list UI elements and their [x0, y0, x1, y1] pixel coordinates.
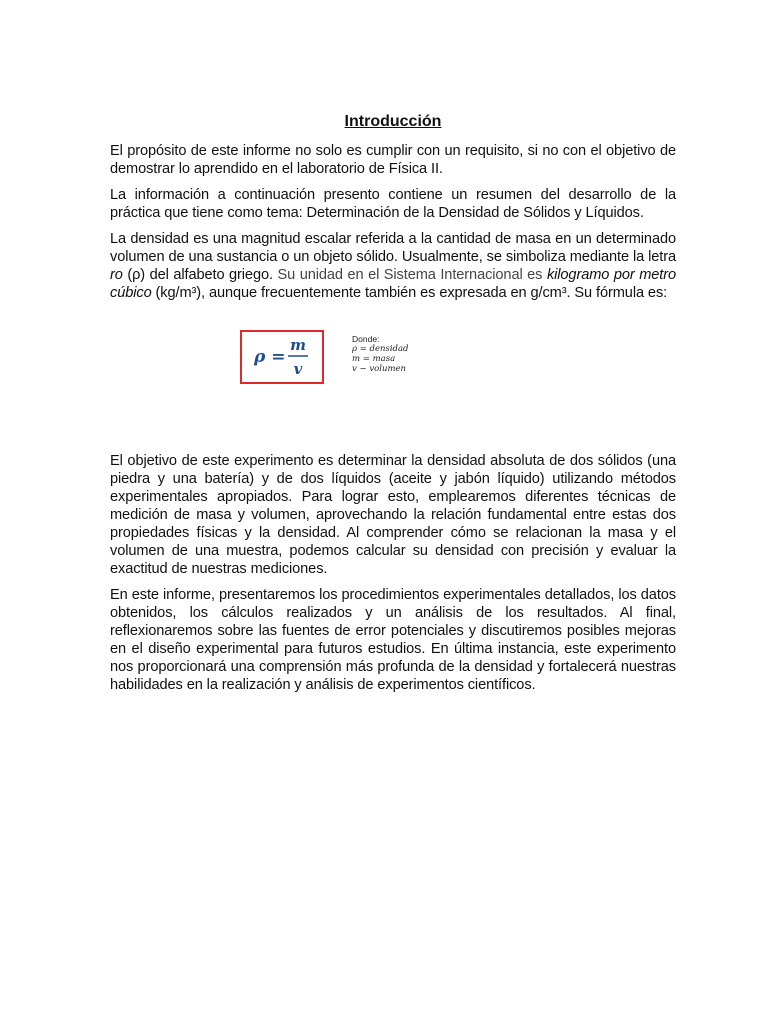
paragraph-report-outline: En este informe, presentaremos los procedimientos experimentales detallados, los datos obtenidos, los cálculos realizados y un análisis de los resultados. Al final, reflexionaremos sobre las fuentes de error potenciales y discutiremos posibles mejoras en el diseño experimental para futuros estudios. En última instancia, este experimento nos proporcionará una comprensión más profunda de la densidad y fortalecerá nuestras habilidades en la realización y análisis de experimentos científicos.: [110, 587, 676, 693]
donde-label: Donde:: [352, 334, 380, 344]
density-formula: [242, 332, 322, 382]
formula-legend: [352, 334, 409, 374]
formula-box: [240, 330, 324, 384]
paragraph-purpose: El propósito de este informe no solo es cumplir con un requisito, si no con el objetivo de demostrar lo aprendido en el laboratorio de Física II.: [110, 143, 676, 177]
legend-line-density: ρ = densidad: [352, 344, 409, 354]
formula-denominator: v: [293, 360, 303, 378]
formula-lhs: ρ =: [254, 347, 286, 367]
page-title: Introducción: [344, 113, 442, 130]
legend-line-mass: m = masa: [352, 354, 396, 364]
paragraph-density-definition: [110, 230, 676, 302]
density-text-4: (kg/m³), aunque frecuentemente también es expresada en g/cm³. Su fórmula es:: [151, 285, 668, 301]
density-text-2: (ρ) del alfabeto griego.: [122, 267, 273, 283]
ro-italic: ro: [110, 267, 123, 283]
paragraph-objective: El objetivo de este experimento es determinar la densidad absoluta de dos sólidos (una piedra y una batería) y de dos líquidos (aceite y jabón líquido) utilizando métodos experimentales apropiados. Para lograr esto, emplearemos diferentes técnicas de medición de masa y volumen, aprovechando la relación fundamental entre estas dos propiedades físicas y la densidad. Al comprender cómo se relacionan la masa y el volumen de una muestra, podemos calcular su densidad con precisión y evaluar la exactitud de nuestras mediciones.: [110, 453, 676, 577]
legend-line-volume: v − volumen: [352, 364, 407, 374]
formula-numerator: m: [290, 336, 306, 354]
unit-italic: kilogramo por metro cúbico: [110, 267, 677, 301]
formula-section: [110, 320, 676, 430]
density-text-3: Su unidad en el Sistema Internacional es: [272, 267, 547, 283]
document-page: [110, 112, 676, 702]
paragraph-summary: La información a continuación presento contiene un resumen del desarrollo de la práctica que tiene como tema: Determinación de la Densidad de Sólidos y Líquidos.: [110, 187, 676, 221]
density-text-1: La densidad es una magnitud escalar referida a la cantidad de masa en un determinado volumen de una sustancia o un objeto sólido. Usualmente, se simboliza mediante la letra: [110, 231, 676, 265]
